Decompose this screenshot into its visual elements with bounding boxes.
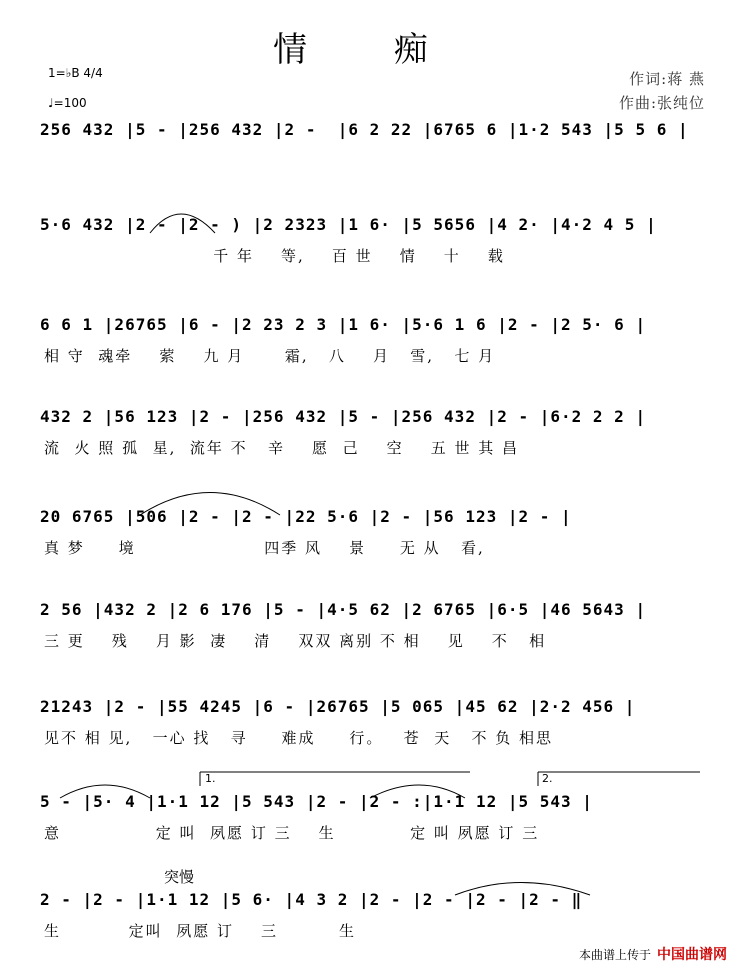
score-row-1 bbox=[40, 120, 700, 180]
notation-line: 20 6765 |506 |2 - |2 - |22 5·6 |2 - |56 123 |2 - | bbox=[40, 507, 572, 526]
lyric-line: 真 梦 境 四季 风 景 无 从 看, bbox=[44, 539, 485, 557]
lyric-line: 意 定 叫 夙愿 订 三 生 定 叫 夙愿 订 三 bbox=[44, 824, 540, 842]
score-row-3 bbox=[40, 315, 700, 375]
lyric-line: 生 定叫 夙愿 订 三 生 bbox=[44, 922, 356, 940]
lyricist-credit: 作词:蒋 燕 bbox=[629, 70, 705, 88]
notation-line: 2 - |2 - |1·1 12 |5 6· |4 3 2 |2 - |2 - |2 - |2 - ‖ bbox=[40, 890, 583, 909]
notation-line: 5 - |5· 4 |1·1 12 |5 543 |2 - |2 - :|1·1 12 |5 543 | bbox=[40, 792, 593, 811]
tempo-marking: ♩=100 bbox=[48, 96, 87, 110]
notation-line: 6 6 1 |26765 |6 - |2 23 2 3 |1 6· |5·6 1 6 |2 - |2 5· 6 | bbox=[40, 315, 647, 334]
site-footer bbox=[579, 944, 727, 964]
score-row-8 bbox=[40, 772, 700, 852]
score-row-7 bbox=[40, 697, 700, 757]
notation-line: 2 56 |432 2 |2 6 176 |5 - |4·5 62 |2 6765 |6·5 |46 5643 | bbox=[40, 600, 647, 619]
score-row-9 bbox=[40, 868, 700, 950]
volta-1-label: 1. bbox=[205, 772, 216, 785]
lyric-line: 见不 相 见, 一心 找 寻 难成 行。 苍 天 不 负 相思 bbox=[44, 729, 554, 747]
notation-line: 432 2 |56 123 |2 - |256 432 |5 - |256 432 |2 - |6·2 2 2 | bbox=[40, 407, 647, 426]
song-title: 情 痴 bbox=[273, 30, 466, 70]
score-row-6 bbox=[40, 600, 700, 660]
score-row-2 bbox=[40, 215, 700, 275]
score-row-4 bbox=[40, 407, 700, 467]
notation-line: 5·6 432 |2 - |2 - ) |2 2323 |1 6· |5 5656 |4 2· |4·2 4 5 | bbox=[40, 215, 657, 234]
upload-notice: 本曲谱上传于 bbox=[578, 947, 651, 962]
composer-credit: 作曲:张纯位 bbox=[618, 94, 705, 112]
lyric-line: 三 更 残 月 影 凄 清 双双 离别 不 相 见 不 相 bbox=[44, 632, 547, 650]
notation-line: 21243 |2 - |55 4245 |6 - |26765 |5 065 |45 62 |2·2 456 | bbox=[40, 697, 636, 716]
notation-line: 256 432 |5 - |256 432 |2 - |6 2 22 |6765 6 |1·2 543 |5 5 6 | bbox=[40, 120, 689, 139]
lyric-line: 千 年 等, 百 世 情 十 载 bbox=[44, 247, 505, 265]
slow-down-mark: 突慢 bbox=[164, 868, 195, 886]
key-signature: 1=♭B 4/4 bbox=[48, 66, 103, 80]
site-logo: 中国曲谱网 bbox=[657, 947, 727, 963]
lyric-line: 相 守 魂牵 萦 九 月 霜, 八 月 雪, 七 月 bbox=[44, 347, 496, 365]
lyric-line: 流 火 照 孤 星, 流年 不 辛 愿 己 空 五 世 其 昌 bbox=[44, 439, 520, 457]
score-row-5 bbox=[40, 507, 700, 567]
volta-2-label: 2. bbox=[542, 772, 553, 785]
